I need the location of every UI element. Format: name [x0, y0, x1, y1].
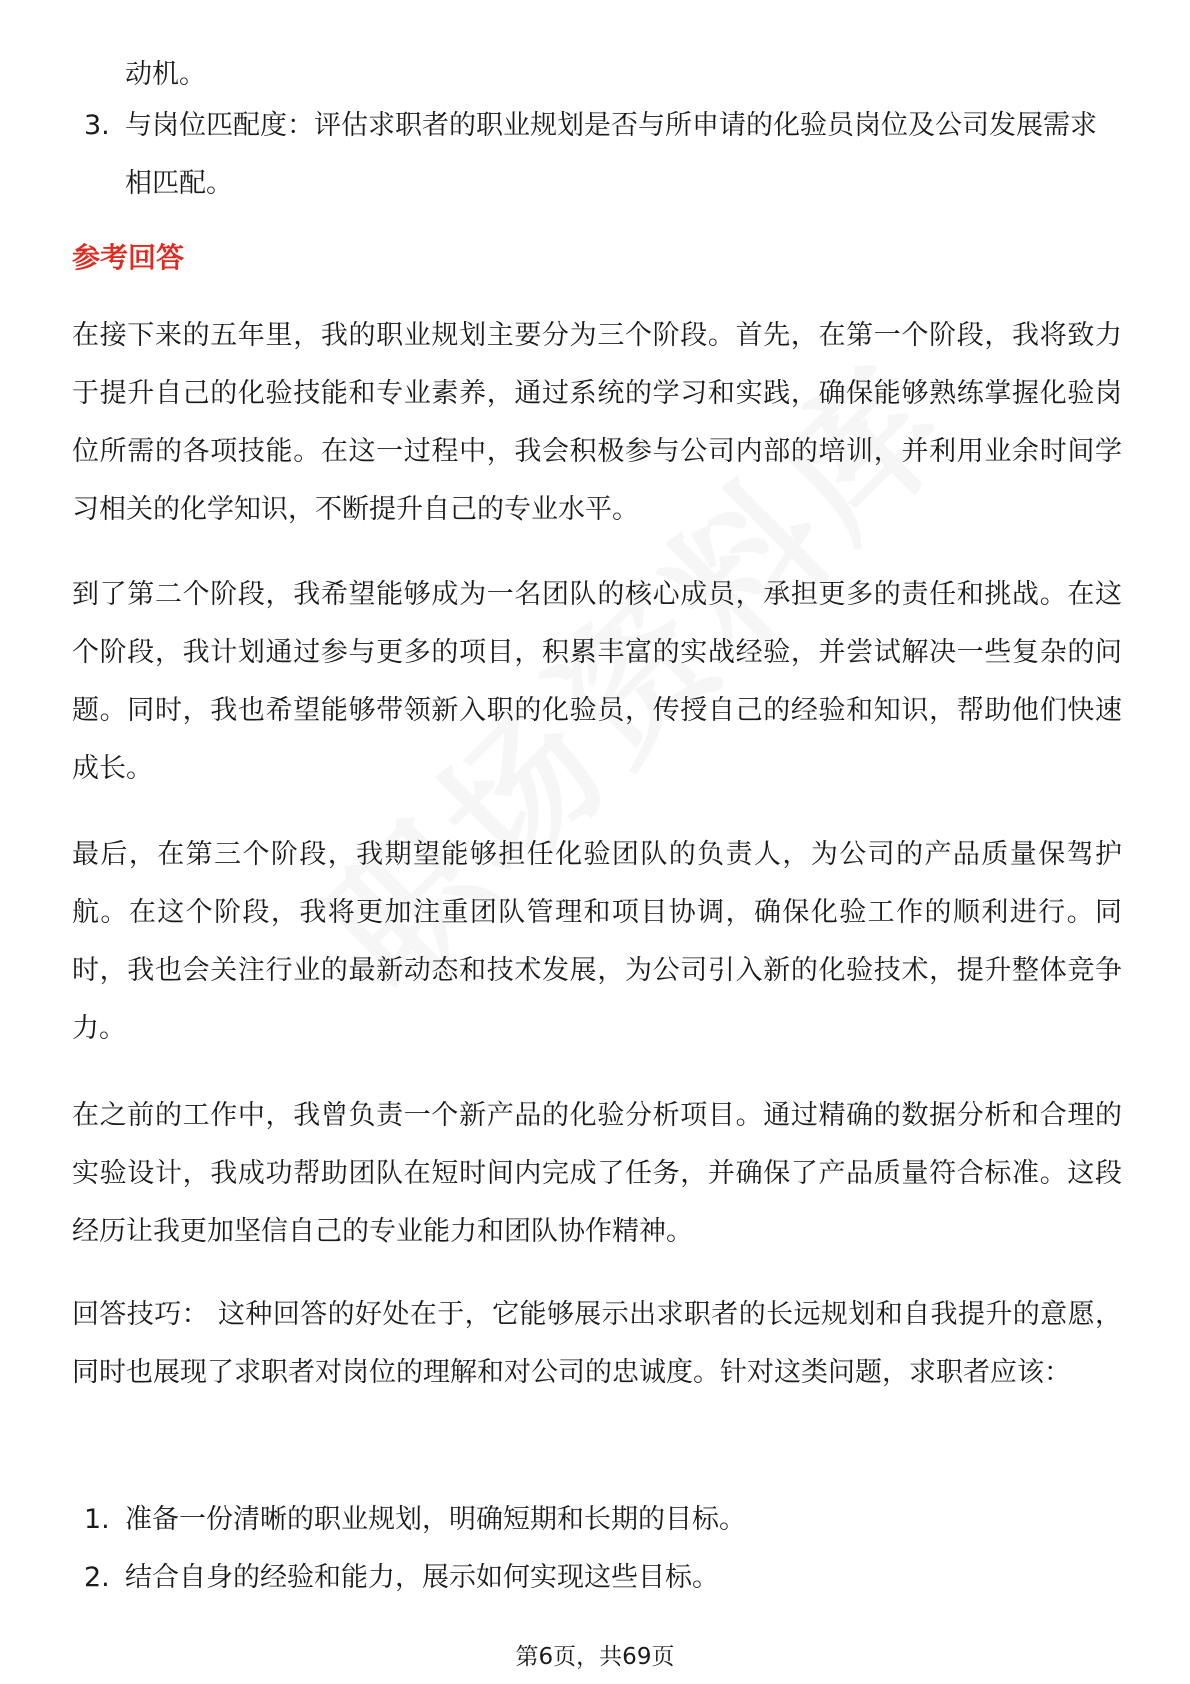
section-title: 参考回答 [72, 241, 185, 274]
answer-paragraph-2: 到了第二个阶段，我希望能够成为一名团队的核心成员，承担更多的责任和挑战。在这个阶段，我计划通过参与更多的项目，积累丰富的实战经验，并尝试解决一些复杂的问题。同时，我也希望能够带领新入职的化验员，传授自己的经验和知识，帮助他们快速成长。 [72, 579, 1122, 784]
tips-paragraph: 回答技巧： 这种回答的好处在于，它能够展示出求职者的长远规划和自我提升的意愿，同时也展现了求职者对岗位的理解和对公司的忠诚度。针对这类问题，求职者应该： [72, 1299, 1122, 1388]
list-item [72, 1491, 1118, 1549]
list-item-text: 结合自身的经验和能力，展示如何实现这些目标。 [125, 1562, 719, 1593]
list-continuation: 动机。 [125, 59, 206, 90]
list-item [72, 97, 1118, 213]
answer-paragraph-4: 在之前的工作中，我曾负责一个新产品的化验分析项目。通过精确的数据分析和合理的实验设计，我成功帮助团队在短时间内完成了任务，并确保了产品质量符合标准。这段经历让我更加坚信自己的专业能力和团队协作精神。 [72, 1100, 1122, 1247]
criteria-list [72, 97, 1118, 213]
tips-list [72, 1491, 1118, 1607]
list-item-text: 准备一份清晰的职业规划，明确短期和长期的目标。 [125, 1504, 746, 1535]
list-item [72, 1549, 1118, 1607]
answer-paragraph-3: 最后，在第三个阶段，我期望能够担任化验团队的负责人，为公司的产品质量保驾护航。在这个阶段，我将更加注重团队管理和项目协调，确保化验工作的顺利进行。同时，我也会关注行业的最新动态和技术发展，为公司引入新的化验技术，提升整体竞争力。 [72, 839, 1122, 1044]
page-footer: 第6页，共69页 [515, 1644, 675, 1670]
list-number: 1. [84, 1504, 110, 1535]
list-number: 2. [84, 1562, 110, 1593]
list-number: 3. [84, 110, 110, 141]
answer-paragraph-1: 在接下来的五年里，我的职业规划主要分为三个阶段。首先，在第一个阶段，我将致力于提升自己的化验技能和专业素养，通过系统的学习和实践，确保能够熟练掌握化验岗位所需的各项技能。在这一过程中，我会积极参与公司内部的培训，并利用业余时间学习相关的化学知识，不断提升自己的专业水平。 [72, 320, 1122, 525]
list-item-text: 与岗位匹配度：评估求职者的职业规划是否与所申请的化验员岗位及公司发展需求相匹配。 [125, 110, 1097, 199]
